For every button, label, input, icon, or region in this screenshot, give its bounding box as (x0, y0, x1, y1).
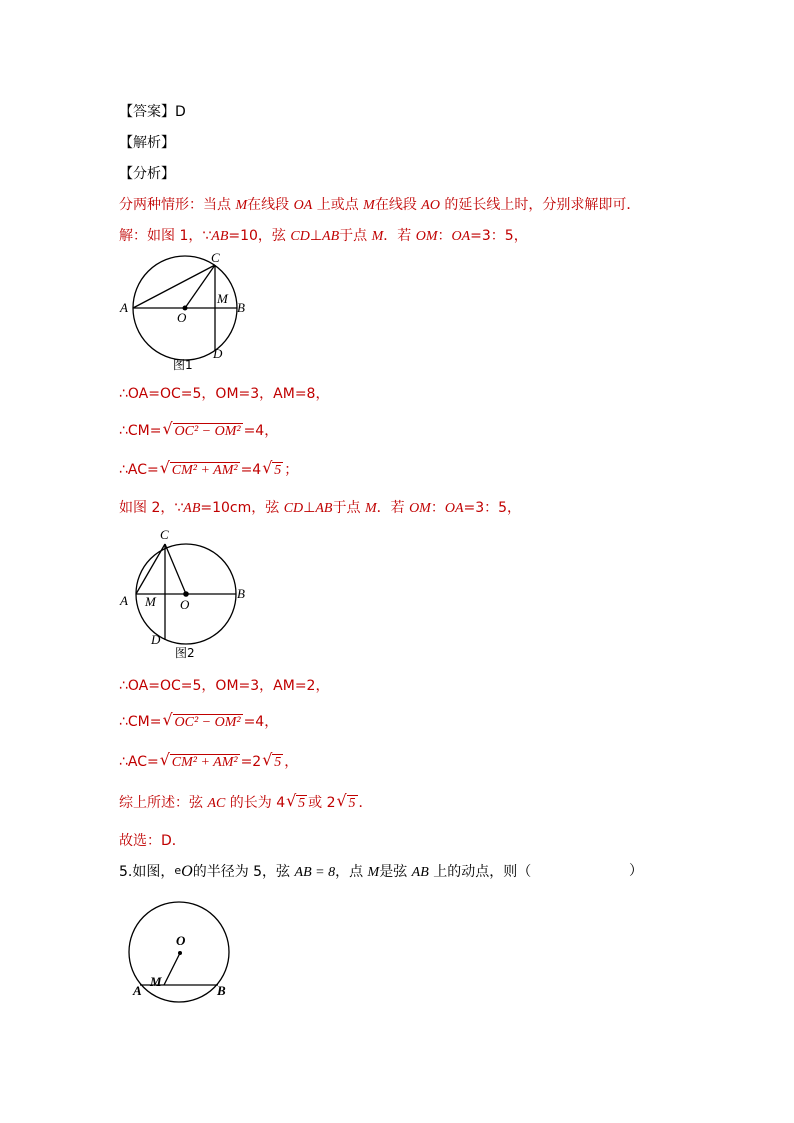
fig3-label-o: O (176, 933, 186, 948)
fig1-label-a: A (120, 300, 128, 315)
fenxi-m1: M (235, 198, 248, 213)
summary-v1: 4 (276, 795, 286, 811)
fenxi-p5: 的延长线上时，分别求解即可． (439, 197, 641, 213)
question-5 (119, 861, 643, 883)
sol2-ab2: AB (315, 501, 333, 516)
calc2-l3-post2: ， (284, 754, 299, 770)
fig1-line-ac (133, 265, 215, 308)
fig1-label-d: D (213, 346, 223, 361)
fenxi-heading: 【分析】 (119, 166, 175, 182)
fig3-label-a: A (133, 983, 142, 998)
sol1-p5: ： (437, 228, 452, 244)
sol2-cd: CD (283, 501, 304, 516)
q5-close-paren: ） (629, 863, 643, 879)
fig1-label-b: B (237, 300, 245, 315)
sol1-perp: ⊥ (309, 228, 323, 244)
fig2-label-a: A (120, 593, 128, 608)
calc1-l3-rad2: 5 (274, 463, 282, 478)
sol1-oa: OA (451, 229, 471, 244)
fenxi-text (119, 195, 640, 216)
figure-2 (115, 522, 255, 662)
fig2-line-oc (165, 544, 186, 594)
calc1-line3 (119, 460, 298, 481)
calc1-line1: ∴OA=OC=5，OM=3，AM=8， (119, 386, 330, 402)
summary-r1: 5 (298, 796, 306, 811)
calc2-l2-rad: OC² − OM² (174, 715, 241, 730)
answer-label: 【答案】 (119, 104, 175, 120)
calc2-sqrt3: √ 5 (262, 750, 282, 770)
sol1-p2: =10，弦 (228, 228, 291, 244)
fig2-label-o: O (180, 597, 190, 612)
sol2-om: OM (409, 501, 431, 516)
fig3-line-om (164, 953, 180, 985)
sol1-p6: =3：5， (470, 228, 528, 244)
figure-1 (115, 248, 255, 378)
summary-p2: 的长为 (225, 795, 277, 811)
q5-ab2: AB (411, 865, 429, 880)
fig3-label-b: B (217, 983, 226, 998)
calc2-sqrt2: √ CM² + AM² (159, 750, 238, 770)
q5-circle-symbol: e (174, 864, 182, 877)
calc1-line2 (119, 421, 278, 442)
calc2-line3 (119, 752, 298, 773)
sol1-ab: AB (211, 229, 229, 244)
sol2-m: M (364, 501, 377, 516)
q5-m: M (367, 865, 380, 880)
sol2-ab: AB (183, 501, 201, 516)
fig2-center-dot (183, 591, 189, 597)
sol2-oa: OA (444, 501, 464, 516)
fig2-caption: 图2 (175, 646, 195, 660)
sol1-p1: 解：如图 1，∵ (119, 228, 212, 244)
calc2-line2 (119, 712, 278, 733)
q5-number: 5. (119, 864, 133, 880)
sol2-p4: ．若 (376, 500, 410, 516)
calc1-sqrt: √ OC² − OM² (162, 419, 241, 439)
q5-p4: 是弦 (379, 864, 412, 880)
sol2-perp: ⊥ (303, 500, 316, 516)
q5-p5: 上的动点，则（ (428, 864, 532, 880)
calc1-l3-post1: =4 (240, 462, 262, 478)
figure-3 (120, 895, 250, 1005)
summary-sqrt2: √ 5 (336, 791, 356, 811)
fig3-label-m: M (150, 974, 162, 989)
calc1-l3-post2: ； (284, 462, 299, 478)
calc1-l2-post: =4， (243, 423, 279, 439)
calc1-sqrt3: √ 5 (262, 458, 282, 478)
sol1-om: OM (415, 229, 438, 244)
summary-sqrt1: √ 5 (286, 791, 306, 811)
answer-value: D (175, 104, 186, 120)
fig2-label-m: M (145, 594, 156, 609)
fenxi-p3: 上或点 (312, 197, 364, 213)
calc2-l2-post: =4， (243, 714, 279, 730)
sol2-p1: 如图 2，∵ (119, 500, 184, 516)
summary-p1: 综上所述：弦 (119, 795, 208, 811)
fenxi-p4: 在线段 (374, 197, 422, 213)
calc2-sqrt: √ OC² − OM² (162, 710, 241, 730)
fig1-label-m: M (217, 291, 228, 306)
calc2-line1: ∴OA=OC=5，OM=3，AM=2， (119, 678, 330, 694)
summary-end: ． (358, 795, 373, 811)
calc2-l3-pre: ∴AC= (119, 754, 159, 770)
calc2-l2-pre: ∴CM= (119, 714, 162, 730)
sol1-p4: ．若 (383, 228, 416, 244)
fig2-label-c: C (160, 527, 169, 542)
summary-line (119, 793, 373, 814)
q5-p3: ，点 (335, 864, 368, 880)
fig1-line-oc (185, 265, 215, 308)
sol2-p5: ： (430, 500, 445, 516)
sol1-p3: 于点 (339, 228, 372, 244)
summary-or: 或 (308, 795, 327, 811)
sol1-m: M (371, 229, 384, 244)
fig2-line-ac (136, 544, 165, 594)
fig3-center-dot (178, 951, 182, 955)
summary-ac: AC (207, 796, 226, 811)
sol1-ab2: AB (322, 229, 340, 244)
sol1-cd: CD (290, 229, 310, 244)
summary-v2: 2 (326, 795, 336, 811)
calc2-l3-post1: =2 (240, 754, 262, 770)
fenxi-p2: 在线段 (247, 197, 294, 213)
sol2-p3: 于点 (332, 500, 365, 516)
solution2-line (119, 498, 521, 519)
fenxi-ao: AO (421, 198, 440, 213)
fig2-label-d: D (151, 632, 161, 647)
fig2-label-b: B (237, 586, 245, 601)
q5-p1: 如图， (132, 864, 175, 880)
fenxi-m2: M (363, 198, 375, 213)
choice-line: 故选：D． (119, 833, 186, 849)
calc2-l3-rad2: 5 (274, 755, 282, 770)
calc2-l3-rad: CM² + AM² (171, 755, 238, 770)
analysis-heading: 【解析】 (119, 135, 175, 151)
calc1-l3-rad: CM² + AM² (171, 463, 238, 478)
calc1-sqrt2: √ CM² + AM² (159, 458, 238, 478)
calc1-l3-pre: ∴AC= (119, 462, 159, 478)
solution1-line (119, 226, 528, 247)
sol2-p6: =3：5， (463, 500, 522, 516)
fenxi-p1: 分两种情形：当点 (119, 197, 236, 213)
fig1-caption: 图1 (173, 358, 193, 372)
sol2-p2: =10cm，弦 (200, 500, 284, 516)
q5-ab: AB = 8 (294, 865, 336, 880)
answer-line (119, 102, 186, 122)
fenxi-oa: OA (293, 198, 313, 213)
calc1-l2-rad: OC² − OM² (174, 424, 241, 439)
calc1-l2-pre: ∴CM= (119, 423, 162, 439)
q5-p2: 的半径为 5，弦 (192, 864, 295, 880)
summary-r2: 5 (348, 796, 356, 811)
fig1-label-c: C (211, 250, 220, 265)
fig1-label-o: O (177, 310, 187, 325)
q5-o: O (181, 863, 193, 880)
